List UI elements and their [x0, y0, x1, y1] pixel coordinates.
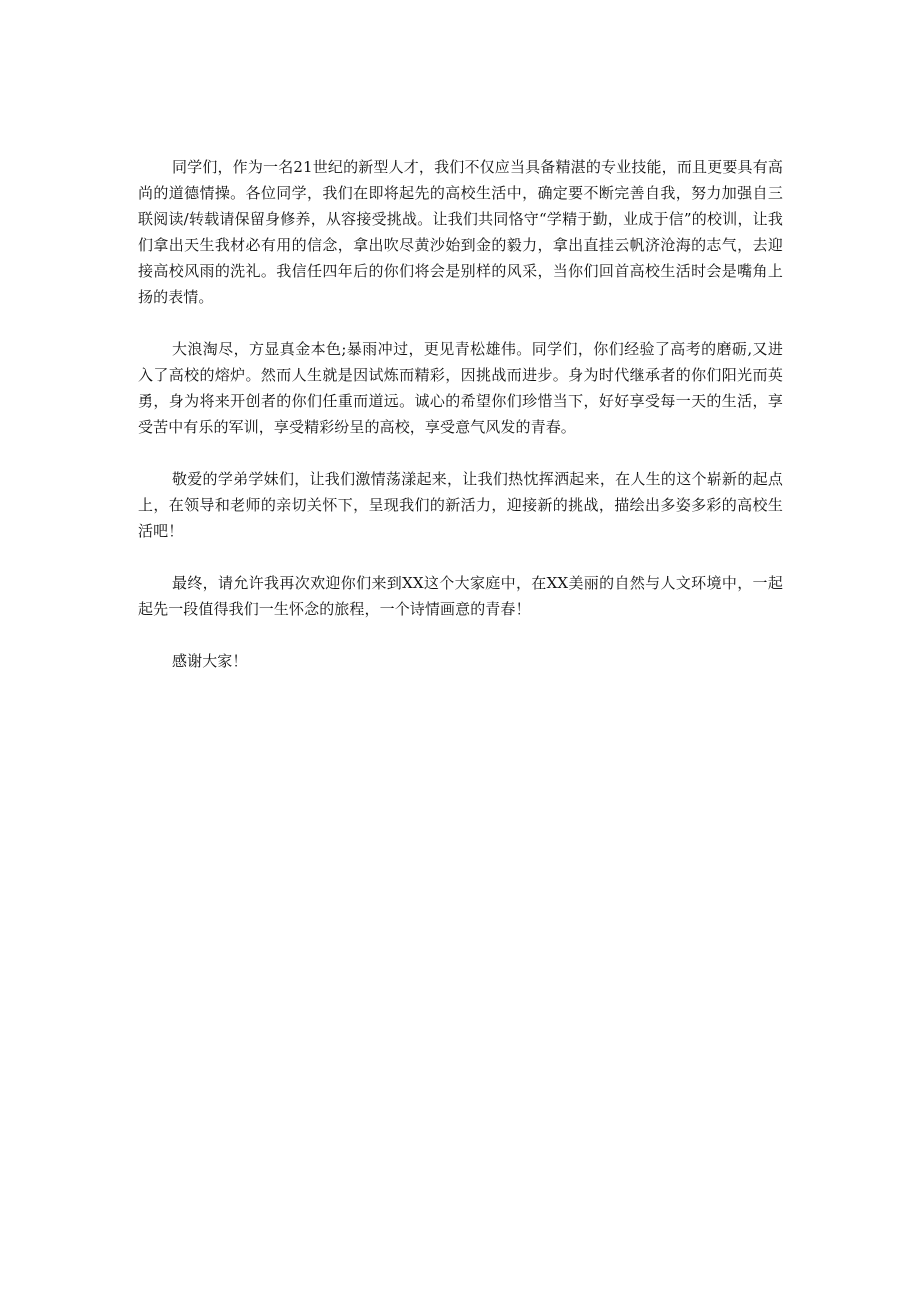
paragraph-5: 感谢大家！: [172, 652, 248, 670]
paragraph-3: 敬爱的学弟学妹们，让我们激情荡漾起来，让我们热忱挥洒起来，在人生的这个崭新的起点上，在领导和老师的亲切关怀下，呈现我们的新活力，迎接新的挑战，描绘出多姿多彩的高校生活吧！: [138, 470, 783, 540]
document-body: [138, 154, 783, 700]
paragraph-4: 最终，请允许我再次欢迎你们来到XX这个大家庭中，在XX美丽的自然与人文环境中，一起起先一段值得我们一生怀念的旅程，一个诗情画意的青春！: [138, 574, 783, 618]
paragraph-1: 同学们，作为一名21世纪的新型人才，我们不仅应当具备精湛的专业技能，而且更要具有高尚的道德情操。各位同学，我们在即将起先的高校生活中，确定要不断完善自我，努力加强自三联阅读/转载请保留身修养，从容接受挑战。让我们共同恪守“学精于勤，业成于信”的校训，让我们拿出天生我材必有用的信念，拿出吹尽黄沙始到金的毅力，拿出直挂云帆济沧海的志气，去迎接高校风雨的洗礼。我信任四年后的你们将会是别样的风采，当你们回首高校生活时会是嘴角上扬的表情。: [138, 158, 783, 306]
paragraph-2: 大浪淘尽，方显真金本色;暴雨冲过，更见青松雄伟。同学们，你们经验了高考的磨砺,又进入了高校的熔炉。然而人生就是因试炼而精彩，因挑战而进步。身为时代继承者的你们阳光而英勇，身为将来开创者的你们任重而道远。诚心的希望你们珍惜当下，好好享受每一天的生活，享受苦中有乐的军训，享受精彩纷呈的高校，享受意气风发的青春。: [138, 340, 783, 436]
